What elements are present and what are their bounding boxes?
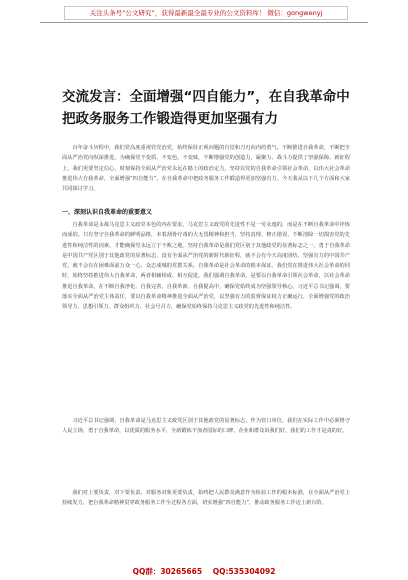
paragraph-text: 百年奋斗历程中，我们党高度重视管党治党，始终保持正视问题的自觉和刀刃向内的勇气，不断推进自我革命，不断把全面从严治党向纵深推进，为确保党不变质、不变色、不变味，不断增强党的创造力、凝聚力、战斗力提供了坚强保障。新征程上，我们更要坚定信心，时刻保持全面从严治党永远在路上的政治定力，坚持以党的自我革命引领社会革命，以伟大社会革命推进伟大自我革命，全面增强“四自能力”，在自我革命中把政务服务工作锻造得更加坚强有力。今天我从以下几个方面和大家共同探讨学习。 bbox=[62, 145, 350, 193]
paragraph-body bbox=[62, 220, 350, 313]
paragraph-text: 我们对上要负责，对下要负责，对服务对象更要负责，始终把人民群众满意作为检验工作的根本标准，在全面从严治党上持续发力，把自我革命精神贯穿政务服务工作全过程各方面，切实增强“四自能力”，推动政务服务工作迈上新台阶。 bbox=[62, 490, 350, 507]
footer-contact bbox=[0, 566, 408, 577]
paragraph-intro bbox=[62, 143, 350, 194]
header-banner: 关注头条号“公文研究”，获得最新最全最专业的公文资料库！ 微信：gongwenyj bbox=[64, 6, 348, 20]
paragraph-body bbox=[62, 488, 350, 509]
section-heading: 一、深刻认识自我革命的重要意义 bbox=[62, 209, 153, 216]
qq-group-text: QQ群：30265665 bbox=[132, 567, 203, 576]
paragraph-body bbox=[62, 416, 350, 437]
paragraph-text: 习近平总书记强调，自我革命是马克思主义政党区别于其他政党的显著标志，作为管口单位，我们在实际工作中必须恪守人民立场，勇于自我革命，以优质的服务水平、全新锻炼不加者国际的口碑，企业和群众诉我们好，我们的工作才是真的好。 bbox=[62, 418, 350, 435]
document-title: 交流发言：全面增强“四自能力”，在自我革命中把政务服务工作锻造得更加坚强有力 bbox=[62, 89, 350, 127]
header-divider bbox=[40, 22, 368, 23]
paragraph-text: 自我革命是永葆马克思主义政党本色的内在要求，马克思主义政党的先进性不是一劳永逸的，而是在不断自我革命中淬炼而成的。只有坚守自我革命的鲜明品格，本着刮骨疗毒的大无畏精神和担当，坚持真理、修正错误，不断清除一切损害党的先进性和纯洁性的因素，才能确保党永远立于不败之地。坚持自我革命是我们党区别于其他政党的显著标志之一。勇于自我革命是中国共产党区别于其他政党的显著标志，没有全面从严治党的新时代新征程，就不会有今天高度团结、坚强有力的中国共产党。就不会有在困难面前万众一心、众志成城的党群关系。自我革命是社会革命的根本保证。我们党在推进伟大社会革命的同时，始终坚持推进伟大自我革命，两者相辅相成、相互促进。我们强调自我革命，是要以自我革命引领社会革命，以社会革命推进自我革命，在不断自我净化、自我完善、自我革新、自我提高中，确保党始终成为坚强领导核心。习近平总书记强调，要落实全面从严治党主体责任，要以自我革命精神推进全面从严治党，以坚强有力的监督保证权力正确运行，全面增强党的政治领导力、思想引领力、群众组织力、社会号召力，确保党始终保持马克思主义政党的先进性和纯洁性。 bbox=[62, 222, 350, 311]
qq-number-text: QQ:535304092 bbox=[212, 567, 276, 576]
